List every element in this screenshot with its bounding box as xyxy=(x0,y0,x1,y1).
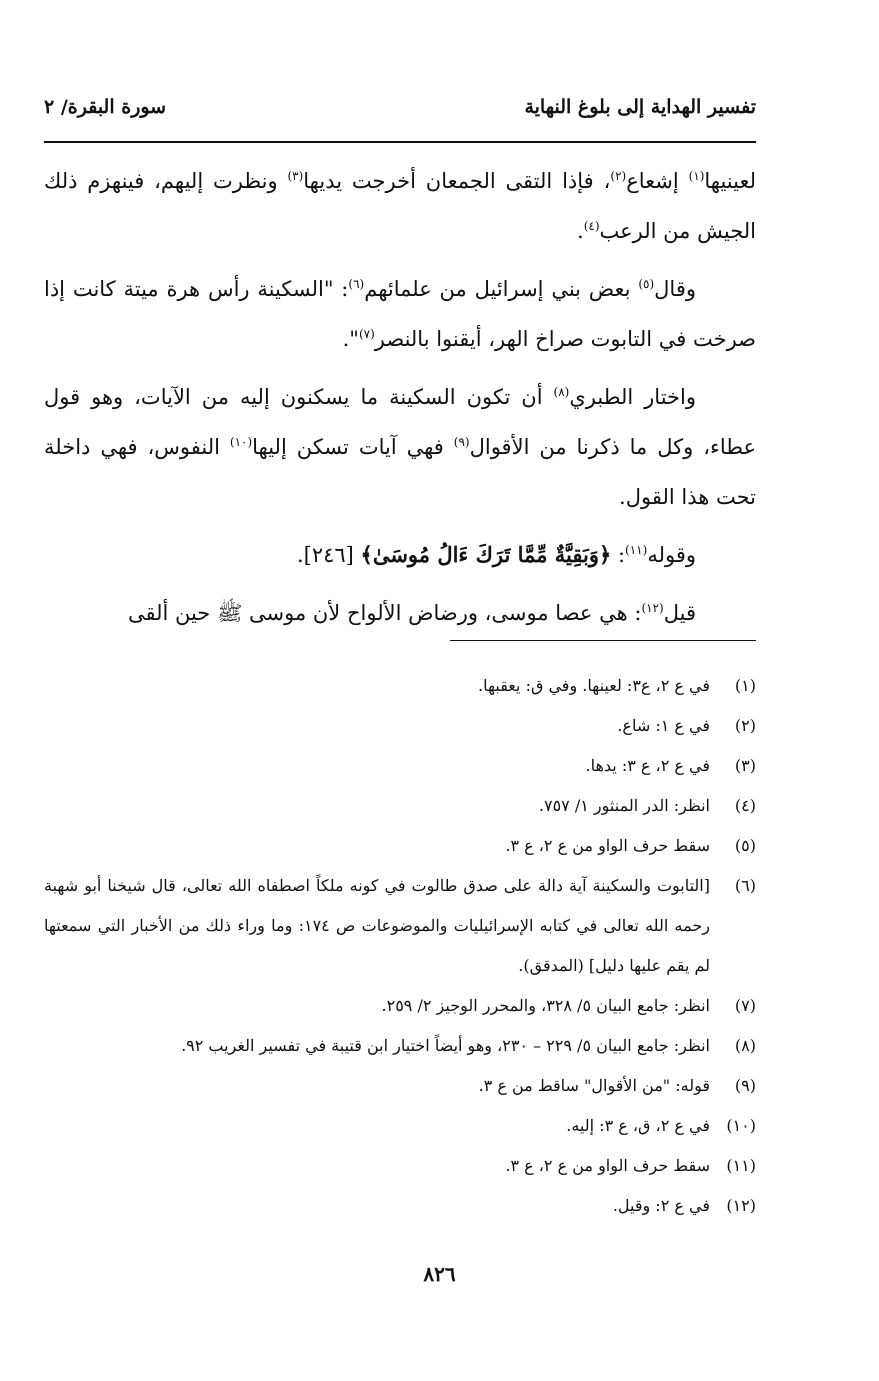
footnote-number: (١) xyxy=(734,676,756,695)
footnote-ref: (٢) xyxy=(610,169,627,183)
quran-verse: ﴿وَبَقِيَّةٌ مِّمَّا تَرَكَ ءَالُ مُوسَىٰ﴾ xyxy=(360,542,612,567)
text-run: . xyxy=(577,219,584,243)
footnote-number: (١٠) xyxy=(726,1116,756,1135)
text-run: ". xyxy=(342,327,359,351)
footnote-number: (٨) xyxy=(734,1036,756,1055)
footnote-ref: (١٢) xyxy=(641,601,664,615)
footnote-text: انظر: الدر المنثور ١/ ٧٥٧. xyxy=(538,796,710,815)
footnote xyxy=(44,1106,756,1146)
footnote xyxy=(44,1146,756,1186)
paragraph-3 xyxy=(44,372,756,522)
footnote-number: (١٢) xyxy=(726,1196,756,1215)
text-run: بعض بني إسرائيل من علمائهم xyxy=(364,277,639,301)
footnote xyxy=(44,986,756,1026)
footnote-number: (٣) xyxy=(734,756,756,775)
footnote-ref: (٧) xyxy=(358,327,375,341)
footnote-ref: (٣) xyxy=(287,169,304,183)
footnote xyxy=(44,1026,756,1066)
verse-reference: [٢٤٦]. xyxy=(296,543,361,567)
footnote-ref: (٤) xyxy=(583,219,600,233)
footnote-number: (٩) xyxy=(734,1076,756,1095)
footnote-separator xyxy=(450,640,756,641)
footnote-text: [التابوت والسكينة آية دالة على صدق طالوت في كونه ملكاً اصطفاه الله تعالى، قال شيخنا أبو شهبة رحمه الله تعالى في كتابه الإسرائيليات والموضوعات ص ١٧٤: وما وراء ذلك من الأخبار التي سمعتها لم يقم عليها دليل] (المدقق). xyxy=(44,876,710,975)
surah-title: سورة البقرة/ ٢ xyxy=(44,96,167,118)
text-run: قيل xyxy=(663,601,696,625)
footnote-text: سقط حرف الواو من ع ٢، ع ٣. xyxy=(505,1156,710,1175)
text-run: وقال xyxy=(654,277,696,301)
main-text xyxy=(44,156,756,646)
text-run: أن تكون السكينة ما يسكنون إليه من الآيات، وهو قول عطاء، وكل ما ذكرنا من الأقوال xyxy=(44,385,756,459)
footnote-ref: (٦) xyxy=(348,277,365,291)
footnote-text: سقط حرف الواو من ع ٢، ع ٣. xyxy=(505,836,710,855)
text-run: : هي عصا موسى، ورضاض الألواح لأن موسى ﷺ حين ألقى xyxy=(127,601,642,625)
text-run: ، فإذا التقى الجمعان أخرجت يديها xyxy=(303,169,611,193)
footnote xyxy=(44,786,756,826)
footnote xyxy=(44,706,756,746)
book-title: تفسير الهداية إلى بلوغ النهاية xyxy=(524,96,756,118)
text-run: فهي آيات تسكن إليها xyxy=(252,435,454,459)
footnote-text: في ع ٢، ع٣: لعينها. وفي ق: يعقبها. xyxy=(478,676,710,695)
footnote-ref: (١) xyxy=(688,169,705,183)
footnote-ref: (١٠) xyxy=(229,435,253,449)
footnote-ref: (٥) xyxy=(638,277,655,291)
footnotes xyxy=(44,666,756,1226)
footnote-text: في ع ١: شاع. xyxy=(617,716,710,735)
footnote-text: انظر: جامع البيان ٥/ ٢٢٩ – ٢٣٠، وهو أيضاً اختيار ابن قتيبة في تفسير الغريب ٩٢. xyxy=(181,1036,710,1055)
footnote-text: في ع ٢، ق، ع ٣: إليه. xyxy=(566,1116,710,1135)
paragraph-4 xyxy=(44,530,756,580)
footnote-text: قوله: "من الأقوال" ساقط من ع ٣. xyxy=(478,1076,710,1095)
text-run: وقوله xyxy=(647,543,696,567)
running-header xyxy=(44,90,756,130)
paragraph-1 xyxy=(44,156,756,256)
footnote-ref: (٨) xyxy=(553,385,570,399)
text-run: النفوس، فهي داخلة تحت هذا القول. xyxy=(44,435,756,509)
text-run: : "السكينة رأس هرة ميتة كانت إذا صرخت في التابوت صراخ الهر، أيقنوا بالنصر xyxy=(44,277,756,351)
footnote-number: (٥) xyxy=(734,836,756,855)
footnote-number: (٦) xyxy=(734,876,756,895)
text-run: : xyxy=(611,543,626,567)
paragraph-2 xyxy=(44,264,756,364)
footnote xyxy=(44,866,756,986)
footnote-text: في ع ٢، ع ٣: يدها. xyxy=(585,756,710,775)
footnote-number: (٤) xyxy=(734,796,756,815)
footnote xyxy=(44,746,756,786)
text-run: لعينيها xyxy=(704,169,757,193)
footnote-number: (٧) xyxy=(734,996,756,1015)
footnote xyxy=(44,1066,756,1106)
footnote xyxy=(44,1186,756,1226)
footnote xyxy=(44,666,756,706)
footnote-ref: (٩) xyxy=(453,435,470,449)
footnote-text: انظر: جامع البيان ٥/ ٣٢٨، والمحرر الوجيز ٢/ ٢٥٩. xyxy=(381,996,710,1015)
page-number: ٨٢٦ xyxy=(423,1262,456,1286)
header-rule xyxy=(44,141,756,143)
text-run: واختار الطبري xyxy=(569,385,696,409)
footnote-text: في ع ٢: وقيل. xyxy=(612,1196,710,1215)
text-run: إشعاع xyxy=(626,169,689,193)
text-run: ونظرت إليهم، فينهزم ذلك الجيش من الرعب xyxy=(44,169,756,243)
footnote-ref: (١١) xyxy=(625,543,648,557)
paragraph-5 xyxy=(44,588,756,638)
footnote-number: (٢) xyxy=(734,716,756,735)
footnote xyxy=(44,826,756,866)
footnote-number: (١١) xyxy=(726,1156,756,1175)
